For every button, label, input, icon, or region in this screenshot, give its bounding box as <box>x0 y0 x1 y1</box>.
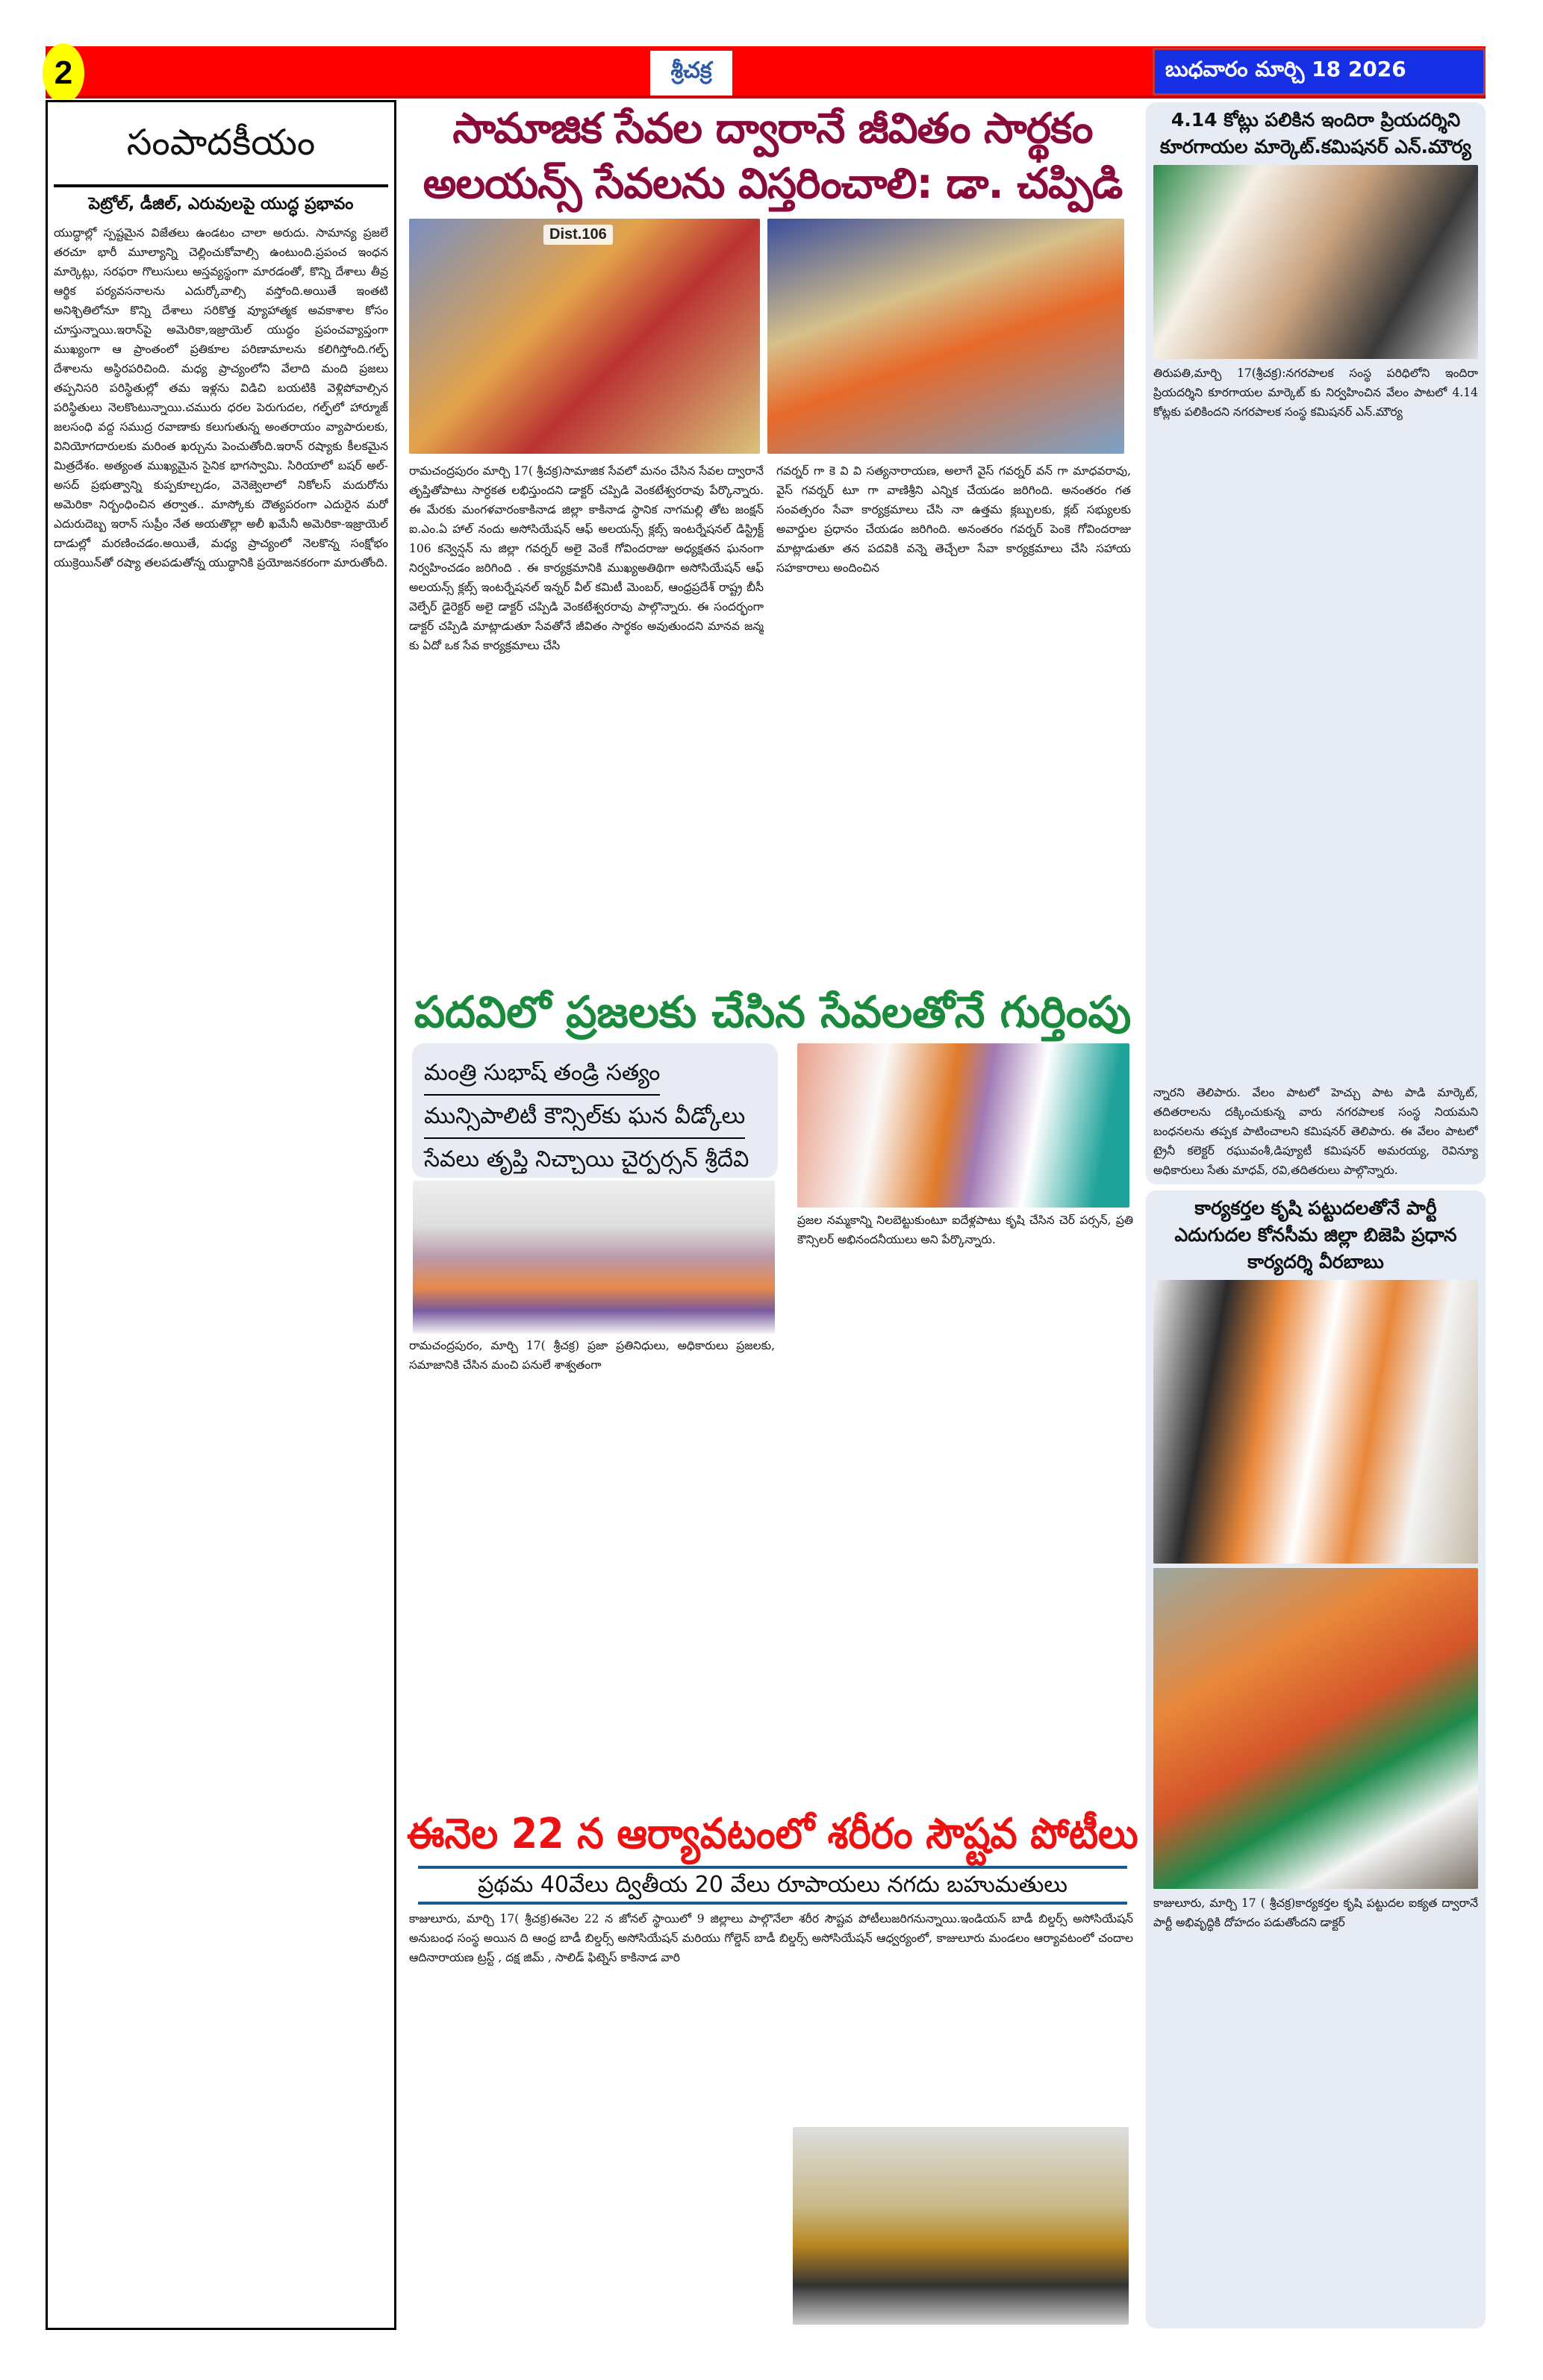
municipal-subhead-box <box>412 1043 778 1178</box>
issue-date: బుధవారం మార్చి 18 2026 <box>1153 48 1486 96</box>
lead-headline-2: అలయన్స్ సేవలను విస్తరించాలి: డా. చప్పిడి <box>423 160 1123 208</box>
lead-body-col1: రామచంద్రపురం మార్చి 17( శ్రీచక్ర)సామాజిక సేవలో మనం చేసిన సేవల ద్వారానే తృప్తితోపాటు సార్ధకత లభిస్తుందని డాక్టర్ చప్పిడి వెంకటేశ్వరరావు పేర్కొన్నారు. ఈ మేరకు మంగళవారంకాకినాడ జిల్లా కాకినాడ స్థానిక నాగమల్లి తోట జంక్షన్ ఐ.ఎం.ఏ హాల్ నందు అసోసియేషన్ ఆఫ్ అలయన్స్ క్లబ్స్ ఇంటర్నేషనల్ డిస్ట్రిక్ట్ 106 కన్వెన్షన్ ను జిల్లా గవర్నర్ అలై వెంకే గోవిందరాజు అధ్యక్షతన ఘనంగా నిర్వహించడం జరిగింది . ఈ కార్యక్రమానికి ముఖ్యఅతిథిగా అసోసియేషన్ ఆఫ్ అలయన్స్ క్లబ్స్ ఇంటర్నేషనల్ ఇన్నర్ వీల్ కమిటీ మెంబర్, ఆంధ్రప్రదేశ్ రాష్ట్ర బీసీ వెల్ఫేర్ డైరెక్టర్ అలై డాక్టర్ చప్పిడి వెంకటేశ్వరరావు పాల్గొన్నారు. ఈ సందర్భంగా డాక్టర్ చప్పిడి మాట్లాడుతూ సేవతోనే జీవితం సార్థకం అవుతుందని మానవ జన్మ కు ఏదో ఒక సేవ కార్యక్రమాలు చేసి <box>409 464 764 652</box>
subhead-line: మున్సిపాలిటీ కౌన్సిల్‌కు ఘన వీడ్కోలు <box>424 1096 745 1139</box>
municipal-headline: పదవిలో ప్రజలకు చేసిన సేవలతోనే గుర్తింపు <box>414 987 1132 1037</box>
editorial-headline: పెట్రోల్, డీజిల్, ఎరువులపై యుద్ధ ప్రభావం <box>88 195 354 213</box>
commissioner-photo <box>1153 165 1478 359</box>
masthead-bar <box>46 46 1486 99</box>
market-body-start: తిరుపతి,మార్చి 17(శ్రీచక్ర):నగరపాలక సంస్థ పరిధిలోని ఇందిరా ప్రియదర్శిని కూరగాయల మార్కెట్ కు నిర్వహించిన వేలం పాటలో 4.14 కోట్లకు పలికిందని నగరపాలక సంస్థ కమిషనర్ ఎన్.మౌర్య <box>1153 366 1478 419</box>
market-story-box <box>1146 102 1486 1184</box>
editorial-column <box>46 100 396 2330</box>
lead-headline-1-wrap <box>407 102 1138 156</box>
editorial-title: సంపాదకీయం <box>54 108 388 187</box>
lead-headline-2-wrap <box>407 157 1138 211</box>
lead-photo-stage <box>767 219 1124 454</box>
bjp-story-box <box>1146 1190 1486 2329</box>
editorial-headline-wrap <box>54 187 388 223</box>
lead-body-col2: గవర్నర్ గా కె వి వి సత్యనారాయణ, అలాగే వైస్ గవర్నర్ వన్ గా మాధవరావు, వైస్ గవర్నర్ టూ గా వాణిశ్రీని ఎన్నిక చేయడం జరిగింది. అనంతరం గత సంవత్సరం సేవా కార్యక్రమాలు చేసి నా ఉత్తమ క్లబ్బులకు, క్లబ్ సభ్యులకు అవార్డుల ప్రధానం చేయడం జరిగింది. అనంతరం గవర్నర్ పెంకె గోవిందరాజు మాట్లాడుతూ తన పదవికి వన్నె తెచ్చేలా సేవా కార్యక్రమాలు చేసి సహాయ సహకారాలు అందించిన <box>776 464 1131 575</box>
market-body-end: న్నారని తెలిపారు. వేలం పాటలో హెచ్చు పాట పాడి మార్కెట్, తదితరాలను దక్కించుకున్న వారు నగరపాలక సంస్థ నియమని బంధనలను తప్పక పాటించాలని కమిషనర్ తెలిపారు. ఈ వేలం పాటలో ట్రైనీ కలెక్టర్ రఘువంశీ,డిప్యూటీ కమిషనర్ అమరయ్య, రెవిన్యూ అధికారులు సేతు మాధవ్, రవి,తదితరులు పాల్గొన్నారు. <box>1153 1086 1478 1177</box>
sports-headline-wrap <box>407 1808 1138 1861</box>
market-headline: 4.14 కోట్లు పలికిన ఇందిరా ప్రియదర్శిని కూరగాయల మార్కెట్.కమిషనర్ ఎన్.మౌర్య <box>1160 109 1471 157</box>
council-group-photo <box>413 1181 775 1334</box>
newspaper-logo: శ్రీచక్ర <box>650 51 732 96</box>
subhead-line: మంత్రి సుభాష్ తండ్రి సత్యం <box>424 1052 660 1096</box>
bjp-worker-photo <box>1153 1568 1478 1889</box>
lead-photo-garland <box>409 219 760 454</box>
bjp-group-photo <box>1153 1280 1478 1564</box>
felicitation-photo <box>797 1043 1129 1208</box>
editorial-body: యుద్ధాల్లో స్పష్టమైన విజేతలు ఉండటం చాలా అరుదు. సామాన్య ప్రజలే తరచూ భారీ మూల్యాన్ని చెల్లించుకోవాల్సి ఉంటుంది.ప్రపంచ ఇంధన మార్కెట్లు, సరఫరా గొలుసులు అస్తవ్యస్థంగా మారడంతో, కొన్ని దేశాలు తీవ్ర ఆర్థిక పర్యవసనాలను ఎదుర్కోవాల్సి వస్తోంది.అయితే ఇంతటి అనిశ్చితిలోనూ కొన్ని దేశాలు సరికొత్త వ్యూహాత్మక అవకాశాల కోసం చూస్తున్నాయి.ఇరాన్‌పై అమెరికా,ఇజ్రాయెల్ యుద్ధం ప్రపంచవ్యాప్తంగా ముఖ్యంగా ఆ ప్రాంతంలో ప్రతికూల పరిణామాలను కలిగిస్తోంది.గల్ఫ్ దేశాలను అస్థిరపరిచింది. మధ్య ప్రాచ్యంలోని వేలాది మంది ప్రజలు తప్పనిసరి పరిస్థితుల్లో తమ ఇళ్లను విడిచి బయటికి వెళ్లిపోవాల్సిన పరిస్థితులు నెలకొంటున్నాయి.చమురు ధరల పెరుగుదల, గల్ఫ్‌లో హార్మూజ్ జలసంధి వద్ద సముద్ర రవాణాకు కలుగుతున్న అంతరాయం వ్యాపారులకు, వినియోగదారులకు మరింత ఖర్చును పెంచుతోంది.ఇరాన్ రష్యాకు కీలకమైన మిత్రదేశం. అత్యంత ముఖ్యమైన సైనిక భాగస్వామి. సిరియాలో బషర్ అల్-అసద్ ప్రభుత్వాన్ని కుప్పకూల్చడం, వెనెజ్వెలాలో నికోలస్ మదురోను అమెరికా నిర్బంధించిన తర్వాత.. మాస్కోకు దౌత్యపరంగా ఎదురైన మరో ఎదురుదెబ్బ ఇరాన్ సుప్రీం నేత అయతొల్లా అలీ ఖమేనీ అమెరికా-ఇజ్రాయెల్ దాడుల్లో మరణించడం.అయితే, మధ్య ప్రాచ్యంలో నెలకొన్న సంక్షోభం యుక్రెయిన్‌తో రష్యా తలపడుతోన్న యుద్ధానికి ప్రయోజనకరంగా మారుతోంది. <box>54 226 388 569</box>
sports-body: కాజులూరు, మార్చి 17( శ్రీచక్ర)ఈనెల 22 న జోనల్ స్థాయిలో 9 జిల్లాలు పాల్గొనేలా శరీర సౌష్టవ పోటీలుజరిగనున్నాయి.ఇండియన్ బాడీ బిల్డర్స్ అసోసియేషన్ అనుబంధ సంస్థ అయిన ది ఆంధ్ర బాడీ బిల్డర్స్ అసోసియేషన్ మరియు గోల్డెన్ బాడీ బిల్డర్స్ అసోసియేషన్ ఆధ్వర్యంలో, కాజులూరు మండలం ఆర్యావటంలో చందాల ఆదినారాయణ ట్రస్ట్ , దక్ష జిమ్ , సాలిడ్ ఫిట్నెస్ కాకినాడ వారి <box>409 1912 1133 1964</box>
trophies-photo <box>793 2127 1129 2325</box>
lead-headline-1: సామాజిక సేవల ద్వారానే జీవితం సార్థకం <box>452 104 1093 153</box>
sports-headline: ఈనెల 22 న ఆర్యావటంలో శరీరం సౌష్టవ పోటీలు <box>407 1810 1138 1858</box>
page-number: 2 <box>43 43 84 103</box>
sports-subhead: ప్రథమ 40వేలు ద్వితీయ 20 వేలు రూపాయలు నగదు బహుమతులు <box>478 1872 1067 1898</box>
municipal-body-col1: రామచంద్రపురం, మార్చి 17( శ్రీచక్ర) ప్రజా ప్రతినిధులు, అధికారులు ప్రజలకు, సమాజానికి చేసిన మంచి పనులే శాశ్వతంగా <box>409 1339 775 1372</box>
bjp-body: కాజులూరు, మార్చి 17 ( శ్రీచక్ర)కార్యకర్తల కృషి పట్టుదల ఐక్యత ద్వారానే పార్టీ అభివృద్ధికి దోహదం పడుతోందని డాక్టర్ <box>1153 1896 1478 1929</box>
bjp-headline: కార్యకర్తల కృషి పట్టుదలతోనే పార్టీ ఎదుగుదల కోనసీమ జిల్లా బిజెపి ప్రధాన కార్యదర్శి వీరబాబు <box>1174 1197 1457 1272</box>
photo-banner-text: Dist.106 <box>543 225 613 245</box>
municipal-headline-wrap <box>407 982 1138 1037</box>
sports-subhead-wrap <box>418 1866 1127 1905</box>
municipal-body-col2: ప్రజల నమ్మకాన్ని నిలబెట్టుకుంటూ ఐదేళ్లపాటు కృషి చేసిన చెర్ పర్సన్, ప్రతి కౌన్సిలర్ అభినందనీయులు అని పేర్కొన్నారు. <box>797 1214 1133 1246</box>
subhead-line: సేవలు తృప్తి నిచ్చాయి చైర్పర్సన్ శ్రీదేవి <box>424 1139 749 1178</box>
